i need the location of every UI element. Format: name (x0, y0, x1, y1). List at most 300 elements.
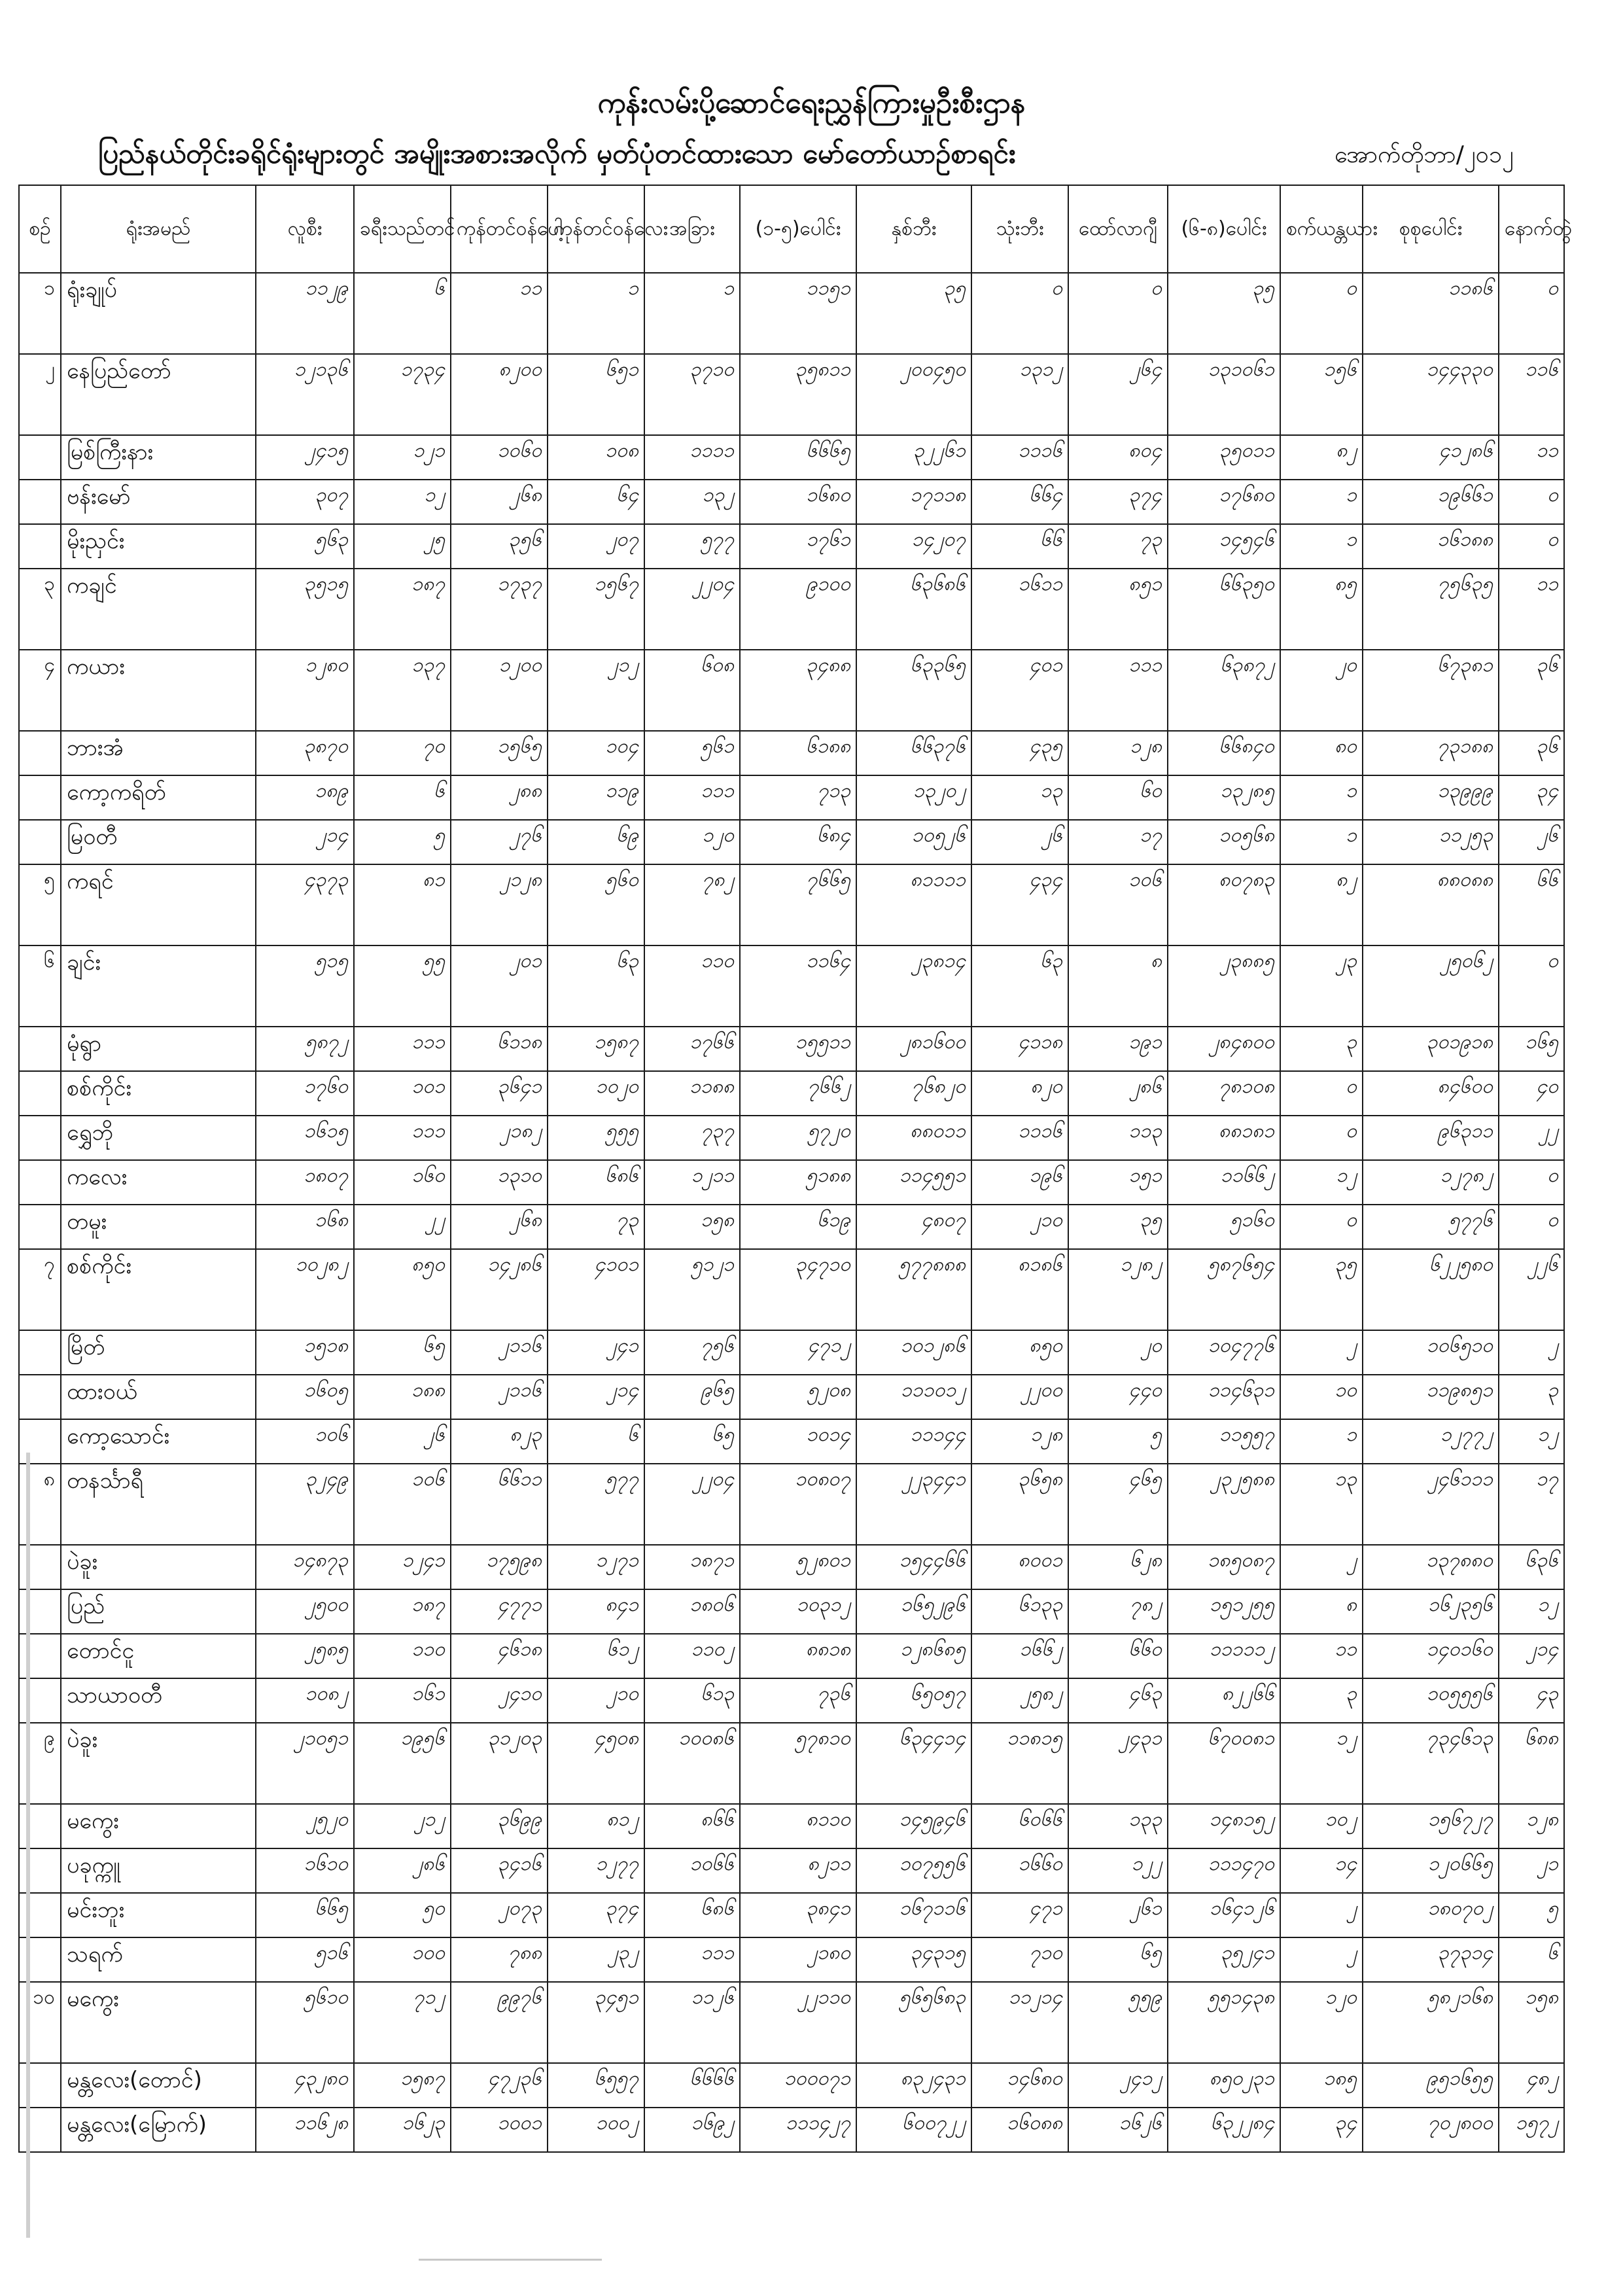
value-cell: ၃၄ (1499, 775, 1564, 820)
column-header: နှစ်ဘီး (856, 185, 971, 273)
serial-number-cell (19, 1375, 61, 1419)
office-name-cell: စစ်ကိုင်း (61, 1249, 256, 1330)
office-name-cell: ကလေး (61, 1160, 256, 1205)
value-cell: ၉၉၇၆ (451, 1982, 548, 2063)
value-cell: ၆၃၄၄၁၄ (856, 1723, 971, 1804)
value-cell: ၁၁၈၁၅ (971, 1723, 1068, 1804)
value-cell: ၁၁၆၄ (740, 945, 856, 1027)
value-cell: ၁၆၁၁ (971, 569, 1068, 650)
value-cell: ၇၃၄၆၁၃ (1363, 1723, 1499, 1804)
value-cell: ၅၇၂၀ (740, 1116, 856, 1160)
value-cell: ၁၆၀၅ (256, 1375, 354, 1419)
value-cell: ၅၇၇၆ (1363, 1205, 1499, 1249)
value-cell: ၁၆၇၁၁၆ (856, 1893, 971, 1937)
serial-number-cell: ၂ (19, 354, 61, 435)
value-cell: ၆၀၀၇၂၂ (856, 2108, 971, 2152)
value-cell: ၃၄၇၁၀ (740, 1249, 856, 1330)
value-cell: ၆၆ (971, 524, 1068, 569)
value-cell: ၁၃၂၀၂ (856, 775, 971, 820)
table-row (19, 1464, 1564, 1545)
value-cell: ၁၁၉၈၅၁ (1363, 1375, 1499, 1419)
value-cell: ၁၁၄၅၅၁ (856, 1160, 971, 1205)
value-cell: ၁၇၅၉၈ (451, 1545, 548, 1589)
value-cell: ၁၁၁ (354, 1116, 451, 1160)
value-cell: ၂၆ (354, 1419, 451, 1464)
value-cell: ၁၁၀ (644, 945, 740, 1027)
serial-number-cell (19, 1678, 61, 1723)
office-name-cell: တောင်ငူ (61, 1634, 256, 1678)
value-cell: ၆၅ (354, 1330, 451, 1375)
value-cell: ၄၆၃ (1068, 1678, 1168, 1723)
value-cell: ၃၂၂၆၁ (856, 435, 971, 480)
value-cell: ၁၀၁၄ (740, 1419, 856, 1464)
column-header: နောက်တွဲ (1499, 185, 1564, 273)
office-name-cell: ပဲခူး (61, 1723, 256, 1804)
value-cell: ၈၈၀၁၁ (856, 1116, 971, 1160)
value-cell: ၆၁၉ (740, 1205, 856, 1249)
value-cell: ၃၇၁၀ (644, 354, 740, 435)
value-cell: ၁၃၂၈၅ (1168, 775, 1280, 820)
value-cell: ၂၁၈၂ (451, 1116, 548, 1160)
serial-number-cell (19, 1027, 61, 1071)
value-cell: ၂ (1280, 1893, 1363, 1937)
value-cell: ၇၃၆ (740, 1678, 856, 1723)
value-cell: ၇၆၈၂၀ (856, 1071, 971, 1116)
value-cell: ၈၃၂၄၃၁ (856, 2063, 971, 2108)
value-cell: ၀ (1280, 1071, 1363, 1116)
value-cell: ၇၈၈ (451, 1937, 548, 1982)
office-name-cell: တနင်္သာရီ (61, 1464, 256, 1545)
value-cell: ၀ (1280, 1205, 1363, 1249)
value-cell: ၁၄၂၈၆ (451, 1249, 548, 1330)
value-cell: ၁၁၁ (644, 1937, 740, 1982)
serial-number-cell (19, 820, 61, 864)
column-header: စက်ယန္တယား (1280, 185, 1363, 273)
value-cell: ၂၀၁ (451, 945, 548, 1027)
value-cell: ၃၆ (1499, 731, 1564, 775)
value-cell: ၆၁၈၈ (740, 731, 856, 775)
value-cell: ၁၁၀၂ (644, 1634, 740, 1678)
value-cell: ၁၈၀၆ (644, 1589, 740, 1634)
value-cell: ၃ (1280, 1678, 1363, 1723)
value-cell: ၁၇ (1499, 1464, 1564, 1545)
value-cell: ၁ (1280, 480, 1363, 524)
value-cell: ၆၆၆၅ (740, 435, 856, 480)
value-cell: ၁၀၅၆၈ (1168, 820, 1280, 864)
value-cell: ၂၃၈၈၅ (1168, 945, 1280, 1027)
value-cell: ၃၀၁၉၁၈ (1363, 1027, 1499, 1071)
value-cell: ၁၅၈၇ (548, 1027, 644, 1071)
value-cell: ၂၄၁ (548, 1330, 644, 1375)
value-cell: ၂၁၁၆ (451, 1375, 548, 1419)
serial-number-cell (19, 1205, 61, 1249)
value-cell: ၆၇၀၀၈၁ (1168, 1723, 1280, 1804)
value-cell: ၁၁၉ (548, 775, 644, 820)
value-cell: ၁၆၂၃၅၆ (1363, 1589, 1499, 1634)
value-cell: ၇၈၂ (1068, 1589, 1168, 1634)
serial-number-cell (19, 1419, 61, 1464)
value-cell: ၆၆၈၄၀ (1168, 731, 1280, 775)
value-cell: ၁၀၇၅၅၆ (856, 1848, 971, 1893)
value-cell: ၁၁ (1499, 569, 1564, 650)
value-cell: ၆၀၈ (644, 650, 740, 731)
value-cell: ၅၁၆ (256, 1937, 354, 1982)
table-row (19, 650, 1564, 731)
value-cell: ၆ (548, 1419, 644, 1464)
value-cell: ၅၆၅၆၈၃ (856, 1982, 971, 2063)
value-cell: ၁၆၅ (1499, 1027, 1564, 1071)
value-cell: ၀ (1068, 273, 1168, 354)
value-cell: ၄၅၀၈ (548, 1723, 644, 1804)
value-cell: ၆၀၆၆ (971, 1804, 1068, 1848)
value-cell: ၁၈၅၀၈၇ (1168, 1545, 1280, 1589)
value-cell: ၁၂၈ (1499, 1804, 1564, 1848)
value-cell: ၁၂၈ (1068, 731, 1168, 775)
value-cell: ၆ (1499, 1937, 1564, 1982)
value-cell: ၈၀၄ (1068, 435, 1168, 480)
value-cell: ၆၃၃၆၅ (856, 650, 971, 731)
value-cell: ၁၄၅၉၄၆ (856, 1804, 971, 1848)
value-cell: ၃၆၄၁ (451, 1071, 548, 1116)
value-cell: ၂၁၂၈ (451, 864, 548, 945)
value-cell: ၈၀၀၁ (971, 1545, 1068, 1589)
value-cell: ၁၃၇၈၈၀ (1363, 1545, 1499, 1589)
column-header: ရုံးအမည် (61, 185, 256, 273)
value-cell: ၇၃၁၈၈ (1363, 731, 1499, 775)
value-cell: ၁၄၄၃၃၀ (1363, 354, 1499, 435)
value-cell: ၁၁၁၄၄ (856, 1419, 971, 1464)
value-cell: ၀ (1280, 1116, 1363, 1160)
value-cell: ၄၇၁၂ (740, 1330, 856, 1375)
value-cell: ၁၈၉ (256, 775, 354, 820)
value-cell: ၁၆၅၂၉၆ (856, 1589, 971, 1634)
table-row (19, 1330, 1564, 1375)
serial-number-cell (19, 1545, 61, 1589)
value-cell: ၂၀ (1280, 650, 1363, 731)
value-cell: ၄၇၇၁ (451, 1589, 548, 1634)
value-cell: ၇၁၀ (971, 1937, 1068, 1982)
serial-number-cell (19, 2108, 61, 2152)
value-cell: ၇၁၂ (354, 1982, 451, 2063)
value-cell: ၁၇၆၈၀ (1168, 480, 1280, 524)
value-cell: ၁၄၅၄၆ (1168, 524, 1280, 569)
value-cell: ၁၁၃ (1068, 1116, 1168, 1160)
value-cell: ၁၅၁ (1068, 1160, 1168, 1205)
value-cell: ၆၆၅ (256, 1893, 354, 1937)
value-cell: ၄၆၅ (1068, 1464, 1168, 1545)
office-name-cell: ရွှေဘို (61, 1116, 256, 1160)
value-cell: ၁၄ (1280, 1848, 1363, 1893)
value-cell: ၁၈၀၇ (256, 1160, 354, 1205)
value-cell: ၁၆၉၂ (644, 2108, 740, 2152)
value-cell: ၁၁၂၉ (256, 273, 354, 354)
value-cell: ၁၅၈ (644, 1205, 740, 1249)
value-cell: ၁၄၈၁၅၂ (1168, 1804, 1280, 1848)
value-cell: ၁၀၀၈၆ (644, 1723, 740, 1804)
table-row (19, 1205, 1564, 1249)
value-cell: ၁၃၉၉၉ (1363, 775, 1499, 820)
value-cell: ၈၈၁၈ (740, 1634, 856, 1678)
value-cell: ၁၅၄၄၆၆ (856, 1545, 971, 1589)
value-cell: ၇၆၆၅ (740, 864, 856, 945)
office-name-cell: သရက် (61, 1937, 256, 1982)
table-body (19, 273, 1564, 2152)
value-cell: ၅၈၇၂ (256, 1027, 354, 1071)
value-cell: ၅၆၁ (644, 731, 740, 775)
value-cell: ၁၀ (1280, 1375, 1363, 1419)
value-cell: ၆၅၀၅၇ (856, 1678, 971, 1723)
office-name-cell: ကော့သောင်း (61, 1419, 256, 1464)
value-cell: ၈၈၀၈၈ (1363, 864, 1499, 945)
value-cell: ၂၆ (971, 820, 1068, 864)
value-cell: ၄၀ (1499, 1071, 1564, 1116)
value-cell: ၂၁၀ (971, 1205, 1068, 1249)
office-name-cell: မကွေး (61, 1982, 256, 2063)
value-cell: ၂၈၆ (1068, 1071, 1168, 1116)
value-cell: ၄၃၅ (971, 731, 1068, 775)
value-cell: ၇၈၁၀၈ (1168, 1071, 1280, 1116)
value-cell: ၆၀ (1068, 775, 1168, 820)
office-name-cell: ကရင် (61, 864, 256, 945)
value-cell: ၁၁၁ (644, 775, 740, 820)
value-cell: ၁၂၀ (1280, 1982, 1363, 2063)
value-cell: ၇၀၂၈၀၀ (1363, 2108, 1499, 2152)
value-cell: ၉၅၁၆၅၅ (1363, 2063, 1499, 2108)
value-cell: ၁၀၀၀၇၁ (740, 2063, 856, 2108)
office-name-cell: ပြည် (61, 1589, 256, 1634)
table-row (19, 1848, 1564, 1893)
value-cell: ၃၅ (856, 273, 971, 354)
value-cell: ၆၈၄ (740, 820, 856, 864)
value-cell: ၁၃၃ (1068, 1804, 1168, 1848)
value-cell: ၂၈၆ (354, 1848, 451, 1893)
table-row (19, 1589, 1564, 1634)
value-cell: ၃၂၄၉ (256, 1464, 354, 1545)
table-row (19, 1937, 1564, 1982)
serial-number-cell (19, 1116, 61, 1160)
value-cell: ၆၁၂ (548, 1634, 644, 1678)
value-cell: ၁၀၆ (354, 1464, 451, 1545)
value-cell: ၁၁၁ (1068, 650, 1168, 731)
value-cell: ၂ (1280, 1330, 1363, 1375)
office-name-cell: ချင်း (61, 945, 256, 1027)
column-header: သုံးဘီး (971, 185, 1068, 273)
value-cell: ၈ (1280, 1589, 1363, 1634)
value-cell: ၀ (1499, 1205, 1564, 1249)
value-cell: ၁၁၆၆၂ (1168, 1160, 1280, 1205)
table-row (19, 820, 1564, 864)
value-cell: ၆၁၁၈ (451, 1027, 548, 1071)
table-row (19, 1545, 1564, 1589)
value-cell: ၃၄၃၁၅ (856, 1937, 971, 1982)
value-cell: ၂၆၁ (1068, 1893, 1168, 1937)
value-cell: ၂၂၆ (1499, 1249, 1564, 1330)
table-row (19, 1723, 1564, 1804)
value-cell: ၃ (1280, 1027, 1363, 1071)
value-cell: ၃၇၄ (548, 1893, 644, 1937)
value-cell: ၂၂၀၀ (971, 1375, 1068, 1419)
value-cell: ၇၆၆၂ (740, 1071, 856, 1116)
table-row (19, 864, 1564, 945)
table-row (19, 1893, 1564, 1937)
value-cell: ၁၁၁၄၂၇ (740, 2108, 856, 2152)
office-name-cell: တမူး (61, 1205, 256, 1249)
value-cell: ၁၀၂၈၂ (256, 1249, 354, 1330)
serial-number-cell (19, 1160, 61, 1205)
value-cell: ၈၂၁၁ (740, 1848, 856, 1893)
value-cell: ၈၂၀ (971, 1071, 1068, 1116)
value-cell: ၁၀၆၆ (644, 1848, 740, 1893)
serial-number-cell (19, 731, 61, 775)
value-cell: ၃၆၉၉ (451, 1804, 548, 1848)
value-cell: ၅ (1499, 1893, 1564, 1937)
serial-number-cell (19, 524, 61, 569)
value-cell: ၂၂၀၄ (644, 1464, 740, 1545)
value-cell: ၁၂၈ (971, 1419, 1068, 1464)
value-cell: ၂၆၈ (451, 1205, 548, 1249)
value-cell: ၁၂၇၇ (548, 1848, 644, 1893)
value-cell: ၂၀၇ (548, 524, 644, 569)
value-cell: ၁၂၀ (644, 820, 740, 864)
value-cell: ၄၃၂၈၀ (256, 2063, 354, 2108)
value-cell: ၁၃ (1280, 1464, 1363, 1545)
value-cell: ၁ (1280, 524, 1363, 569)
value-cell: ၁၀၁ (354, 1071, 451, 1116)
value-cell: ၆၆၄ (971, 480, 1068, 524)
value-cell: ၆၇၃၈၁ (1363, 650, 1499, 731)
value-cell: ၅၇၇ (644, 524, 740, 569)
column-header: စုစုပေါင်း (1363, 185, 1499, 273)
value-cell: ၀ (1499, 1160, 1564, 1205)
table-row (19, 1982, 1564, 2063)
value-cell: ၁၁၅၅၇ (1168, 1419, 1280, 1464)
value-cell: ၁၆၈ (256, 1205, 354, 1249)
column-header: (၁-၅)ပေါင်း (740, 185, 856, 273)
column-header: အခြား (644, 185, 740, 273)
value-cell: ၁၀၈၂ (256, 1678, 354, 1723)
value-cell: ၁၂၀၆၆၅ (1363, 1848, 1499, 1893)
value-cell: ၈၂ (1280, 435, 1363, 480)
value-cell: ၆၅၅၇ (548, 2063, 644, 2108)
value-cell: ၁၃၁၀၆၁ (1168, 354, 1280, 435)
value-cell: ၃၄ (1280, 2108, 1363, 2152)
value-cell: ၃၀၇ (256, 480, 354, 524)
value-cell: ၈၂ (1280, 864, 1363, 945)
value-cell: ၆၃ (971, 945, 1068, 1027)
value-cell: ၁၁၂၅၃ (1363, 820, 1499, 864)
value-cell: ၁၅၈၇ (354, 2063, 451, 2108)
value-cell: ၃၄၈၈ (740, 650, 856, 731)
value-cell: ၁၁၁၁၁၂ (1168, 1634, 1280, 1678)
value-cell: ၉၆၅ (644, 1375, 740, 1419)
value-cell: ၁၃၂ (644, 480, 740, 524)
value-cell: ၆၈၈ (1499, 1723, 1564, 1804)
value-cell: ၇၃ (1068, 524, 1168, 569)
value-cell: ၂ (1499, 1330, 1564, 1375)
value-cell: ၁၂၂ (1068, 1848, 1168, 1893)
value-cell: ၆၈၆ (644, 1893, 740, 1937)
value-cell: ၁၂၇၇၂ (1363, 1419, 1499, 1464)
value-cell: ၀ (1499, 273, 1564, 354)
value-cell: ၂၂ (1499, 1116, 1564, 1160)
office-name-cell: ကချင် (61, 569, 256, 650)
value-cell: ၁၆၁၀ (256, 1848, 354, 1893)
value-cell: ၄၁၁၈ (971, 1027, 1068, 1071)
value-cell: ၂၆၈ (451, 480, 548, 524)
value-cell: ၂၆ (1499, 820, 1564, 864)
table-row (19, 273, 1564, 354)
table-row (19, 775, 1564, 820)
value-cell: ၅၇၇ (548, 1464, 644, 1545)
value-cell: ၁၁၁၁ (644, 435, 740, 480)
value-cell: ၄၁၂၈၆ (1363, 435, 1499, 480)
value-cell: ၂၆၄ (1068, 354, 1168, 435)
value-cell: ၁ (1280, 775, 1363, 820)
value-cell: ၁၀၈ (548, 435, 644, 480)
value-cell: ၂၁၈၀ (740, 1937, 856, 1982)
table-row (19, 2063, 1564, 2108)
table-row (19, 1116, 1564, 1160)
value-cell: ၁၅၆၅ (451, 731, 548, 775)
value-cell: ၈၀၇၈၃ (1168, 864, 1280, 945)
value-cell: ၂၀ (1068, 1330, 1168, 1375)
value-cell: ၁၂၀၀ (451, 650, 548, 731)
value-cell: ၆၁၃ (644, 1678, 740, 1723)
value-cell: ၄၆၁၈ (451, 1634, 548, 1678)
value-cell: ၁၅၅၁၁ (740, 1027, 856, 1071)
value-cell: ၃၅၁၅ (256, 569, 354, 650)
value-cell: ၃ (1499, 1375, 1564, 1419)
serial-number-cell: ၁ (19, 273, 61, 354)
serial-number-cell: ၆ (19, 945, 61, 1027)
serial-number-cell: ၃ (19, 569, 61, 650)
serial-number-cell (19, 1893, 61, 1937)
table-row (19, 569, 1564, 650)
office-name-cell: မြိတ် (61, 1330, 256, 1375)
value-cell: ၃၄၁၆ (451, 1848, 548, 1893)
value-cell: ၈၅၀ (354, 1249, 451, 1330)
value-cell: ၁၈၅ (1280, 2063, 1363, 2108)
value-cell: ၈၁၈၆ (971, 1249, 1068, 1330)
value-cell: ၁၉၆၆၁ (1363, 480, 1499, 524)
office-name-cell: မန္တလေး(မြောက်) (61, 2108, 256, 2152)
value-cell: ၁၄၀၁၆၀ (1363, 1634, 1499, 1678)
value-cell: ၇၅၆၃၅ (1363, 569, 1499, 650)
value-cell: ၉၆၃၁၁ (1363, 1116, 1499, 1160)
office-name-cell: သာယာဝတီ (61, 1678, 256, 1723)
value-cell: ၂၁၀ (548, 1678, 644, 1723)
value-cell: ၂၄၁၀ (451, 1678, 548, 1723)
value-cell: ၁၆၈၀ (740, 480, 856, 524)
office-name-cell: ထားဝယ် (61, 1375, 256, 1419)
value-cell: ၁၆၆၂ (971, 1634, 1068, 1678)
value-cell: ၅၇၇၈၈၈ (856, 1249, 971, 1330)
value-cell: ၇၃၇ (644, 1116, 740, 1160)
office-name-cell: ကော့ကရိတ် (61, 775, 256, 820)
value-cell: ၂၈၄၈၀၀ (1168, 1027, 1280, 1071)
value-cell: ၂၅၀၆၂ (1363, 945, 1499, 1027)
table-row (19, 524, 1564, 569)
value-cell: ၆၆၀ (1068, 1634, 1168, 1678)
value-cell: ၄၈၂ (1499, 2063, 1564, 2108)
value-cell: ၁၅၇၂ (1499, 2108, 1564, 2152)
value-cell: ၁၀၆ (256, 1419, 354, 1464)
value-cell: ၁၈၀၇၀၂ (1363, 1893, 1499, 1937)
value-cell: ၅၇၈၁၀ (740, 1723, 856, 1804)
value-cell: ၁၁၈၈ (644, 1071, 740, 1116)
serial-number-cell (19, 1634, 61, 1678)
value-cell: ၁၂၁ (354, 435, 451, 480)
